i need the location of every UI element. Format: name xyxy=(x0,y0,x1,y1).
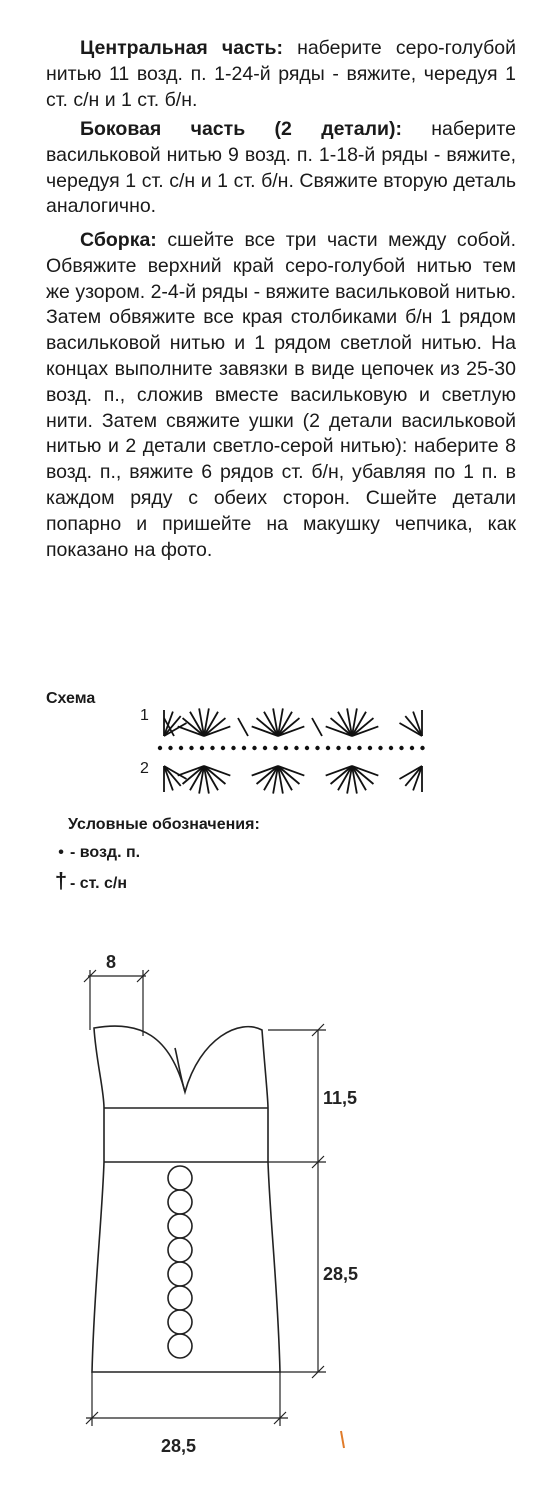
row-number-2: 2 xyxy=(140,760,149,777)
chain-dot xyxy=(210,746,214,750)
chain-dot xyxy=(221,746,225,750)
label-central-part: Центральная часть: xyxy=(80,37,283,59)
chain-dot xyxy=(378,746,382,750)
legend-title: Условные обозначения: xyxy=(68,816,260,833)
text-assembly: сшейте все три части между собой. Обвяжите верхний край серо-голубой нитью тем же узором. 2-4-й ряды - вяжите васильковой нитью. Затем обвяжите все края столбиками б/н 1 рядом васильковой нитью и 1 рядом светлой нитью. На концах выполните завязки в виде цепочек из 25-30 возд. п., сложив вместе васильковую и светлую нити. Затем свяжите ушки (2 детали васильковой нитью и 2 детали светло-серой нитью): наберите 8 возд. п., вяжите 6 рядов ст. б/н, убавляя по 1 п. в каждом ряду с обеих сторон. Сшейте детали попарно и пришейте на макушку чепчика, как показано на фото. xyxy=(46,229,516,561)
chain-dot xyxy=(158,746,162,750)
chain-stitch-dot-icon: • xyxy=(58,844,64,861)
pattern-outline xyxy=(92,1026,280,1372)
chain-dot xyxy=(168,746,172,750)
chain-dot xyxy=(347,746,351,750)
chain-dot xyxy=(294,746,298,750)
row-number-1: 1 xyxy=(140,707,149,724)
chain-dot xyxy=(242,746,246,750)
legend-text-chain: - возд. п. xyxy=(70,844,141,861)
button-circle xyxy=(168,1286,192,1310)
chain-dot xyxy=(231,746,235,750)
fan-row1-0 xyxy=(164,708,230,736)
text-side-part: наберите васильковой нитью 9 возд. п. 1-18-й ряды - вяжите, чередуя 1 ст. с/н и 1 ст. б/н. Свяжите вторую деталь аналогично. xyxy=(46,118,516,218)
chain-dot xyxy=(420,746,424,750)
chain-dot xyxy=(284,746,288,750)
fan-row1-2 xyxy=(312,708,378,736)
chain-dot xyxy=(410,746,414,750)
chain-dot xyxy=(200,746,204,750)
fan-row2-1 xyxy=(252,766,305,794)
chain-dots-row xyxy=(158,746,425,750)
half-fan-row2-1 xyxy=(399,766,422,792)
double-crochet-cross-icon: † xyxy=(54,868,68,893)
button-circle xyxy=(168,1166,192,1190)
chain-dot xyxy=(179,746,183,750)
label-side-part: Боковая часть (2 детали): xyxy=(80,118,402,140)
legend-text-double-crochet: - ст. с/н xyxy=(70,875,127,892)
dim-label-bottom-width: 28,5 xyxy=(161,1436,197,1456)
dimension-lines xyxy=(84,970,326,1426)
crochet-schema xyxy=(158,708,425,793)
chain-dot xyxy=(305,746,309,750)
dim-label-lower-height: 28,5 xyxy=(323,1264,359,1284)
fans-row-2 xyxy=(164,766,422,794)
schema-title: Схема xyxy=(46,690,96,707)
chain-dot xyxy=(273,746,277,750)
fans-row-1 xyxy=(164,708,422,736)
chain-dot xyxy=(263,746,267,750)
dim-label-top-width: 8 xyxy=(106,952,117,972)
button-circle xyxy=(168,1214,192,1238)
chain-dot xyxy=(315,746,319,750)
fan-row2-0 xyxy=(178,766,231,794)
button-circle xyxy=(168,1310,192,1334)
button-circle xyxy=(168,1262,192,1286)
chain-dot xyxy=(252,746,256,750)
fan-row2-2 xyxy=(326,766,379,794)
chain-dot xyxy=(189,746,193,750)
half-fan-row2-0 xyxy=(164,766,187,792)
chain-dot xyxy=(357,746,361,750)
button-circles xyxy=(168,1166,192,1358)
chain-dot xyxy=(389,746,393,750)
bonnet-pattern-shape xyxy=(92,1026,280,1372)
orange-mark xyxy=(341,1431,344,1448)
label-assembly: Сборка: xyxy=(80,229,157,251)
dim-label-upper-height: 11,5 xyxy=(323,1088,358,1108)
chain-dot xyxy=(326,746,330,750)
button-circle xyxy=(168,1334,192,1358)
button-circle xyxy=(168,1238,192,1262)
chain-dot xyxy=(368,746,372,750)
center-seam-curve xyxy=(175,1048,185,1092)
chain-dot xyxy=(399,746,403,750)
button-circle xyxy=(168,1190,192,1214)
fan-row1-1 xyxy=(238,708,304,736)
half-fan-row1-1 xyxy=(399,710,422,736)
text-central-part: наберите серо-голубой нитью 11 возд. п. 1-24-й ряды - вяжите, чередуя 1 ст. с/н и 1 ст. б/н. xyxy=(46,37,517,111)
chain-dot xyxy=(336,746,340,750)
